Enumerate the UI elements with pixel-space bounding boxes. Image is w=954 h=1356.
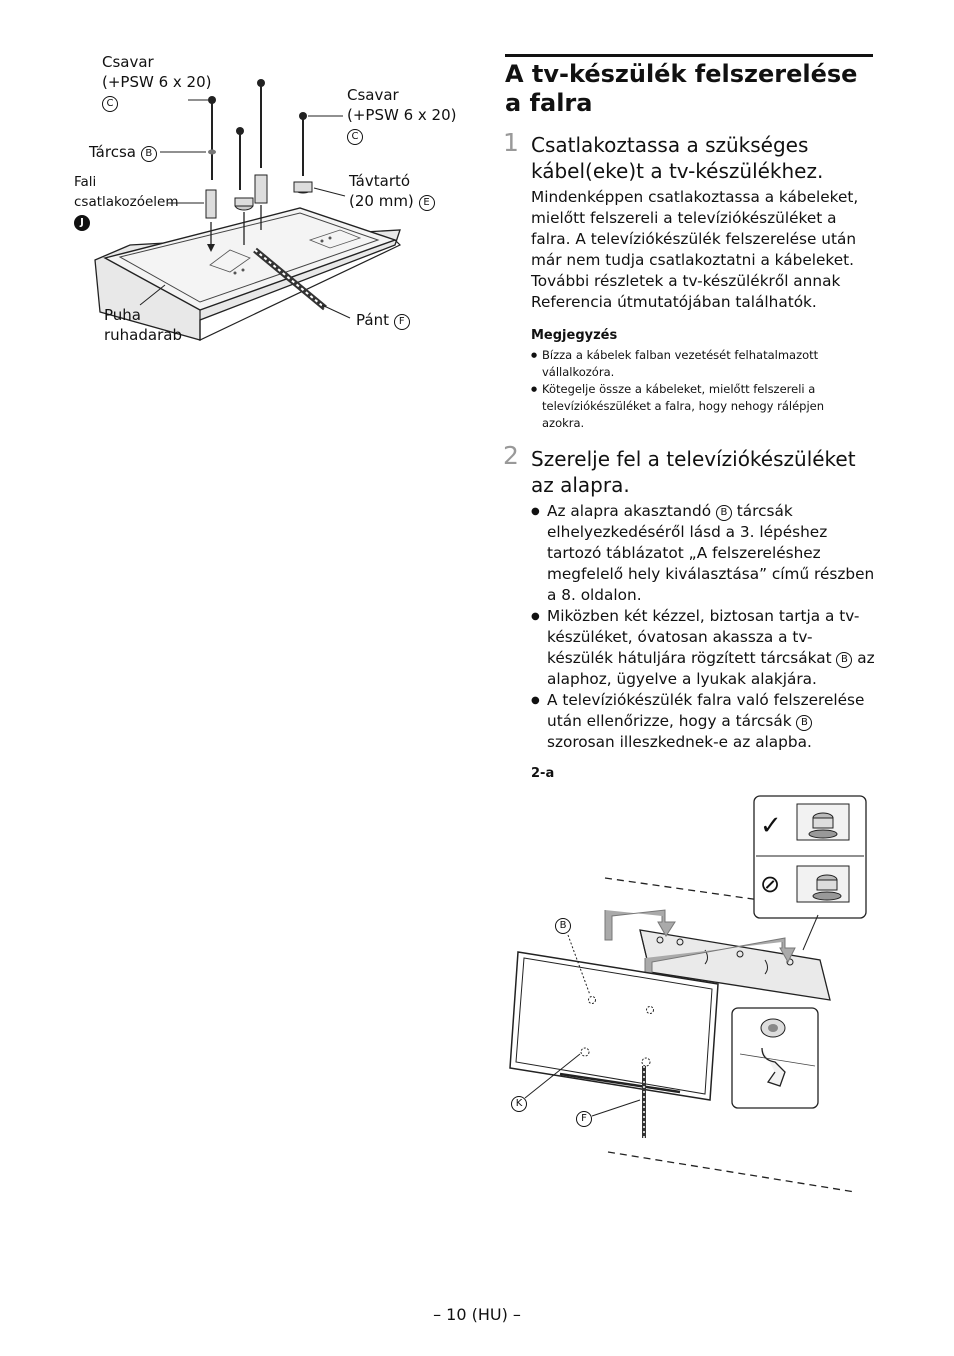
marker-k-fig2: K [511, 1096, 527, 1112]
page-number: – 10 (HU) – [433, 1305, 521, 1324]
label-pant: Pánt F [356, 310, 410, 330]
bullet-item: ● A televíziókészülék falra való felszerelése után ellenőrizze, hogy a tárcsák B szorosan illeszkednek-e az alapba. [531, 690, 876, 753]
marker-b: B [716, 505, 732, 521]
step2-number: 2 [503, 441, 519, 470]
marker-e: E [419, 195, 435, 211]
note-item: ● Bízza a kábelek falban vezetését felhatalmazott vállalkozóra. [531, 347, 861, 381]
label-tavtarto: Távtartó (20 mm) E [349, 171, 435, 211]
marker-b: B [836, 652, 852, 668]
step2-bullets [531, 501, 876, 753]
figure-label-2a: 2-a [531, 766, 555, 781]
label-fali: Fali csatlakozóelem J [74, 172, 179, 232]
marker-b: B [141, 146, 157, 162]
step1-number: 1 [503, 128, 519, 157]
label-csavar-right: Csavar (+PSW 6 x 20) C [347, 85, 456, 145]
title-rule [505, 54, 873, 57]
note-heading: Megjegyzés [531, 328, 618, 343]
step1-title: Csatlakoztassa a szükséges kábel(eke)t a tv-készülékhez. [531, 133, 824, 183]
bullet-item: ● Miközben két kézzel, biztosan tartja a tv-készüléket, óvatosan akassza a tv-készülék hátuljára rögzített tárcsákat B az alaphoz, ügyelve a lyukak alakjára. [531, 606, 876, 690]
marker-f-fig2: F [576, 1111, 592, 1127]
label-puha: Puha ruhadarab [104, 306, 182, 344]
label-csavar-left: Csavar (+PSW 6 x 20) C [102, 52, 211, 112]
marker-b-fig2: B [555, 918, 571, 934]
marker-b: B [796, 715, 812, 731]
wall-mount-hanging-illustration [500, 790, 880, 1200]
step2-title: Szerelje fel a televíziókészüléket az alapra. [531, 447, 856, 497]
bullet-item: ● Az alapra akasztandó B tárcsák elhelyezkedéséről lásd a 3. lépéshez tartozó táblázatot „A felszereléshez megfelelő hely kiválasztása” című részben a 8. oldalon. [531, 501, 876, 606]
prohibited-icon: ⊘ [760, 870, 781, 898]
marker-f: F [394, 314, 410, 330]
page-title: A tv-készülék felszerelése a falra [505, 60, 858, 117]
step1-body: Mindenképpen csatlakoztassa a kábeleket, mielőtt felszereli a televíziókészüléket a falra. A televíziókészülék felszerelése után már nem tudja csatlakoztatni a kábeleket. További részletek a tv-készülékről annak Referencia útmutatójában találhatók. [531, 188, 859, 311]
note-list [531, 347, 861, 432]
label-tarcsa: Tárcsa B [89, 142, 157, 162]
marker-c-right: C [347, 129, 363, 145]
marker-c-left: C [102, 96, 118, 112]
ok-check-icon: ✓ [760, 811, 782, 841]
marker-j: J [74, 215, 90, 231]
note-item: ● Kötegelje össze a kábeleket, mielőtt felszereli a televíziókészüléket a falra, hogy nehogy rálépjen azokra. [531, 381, 861, 432]
